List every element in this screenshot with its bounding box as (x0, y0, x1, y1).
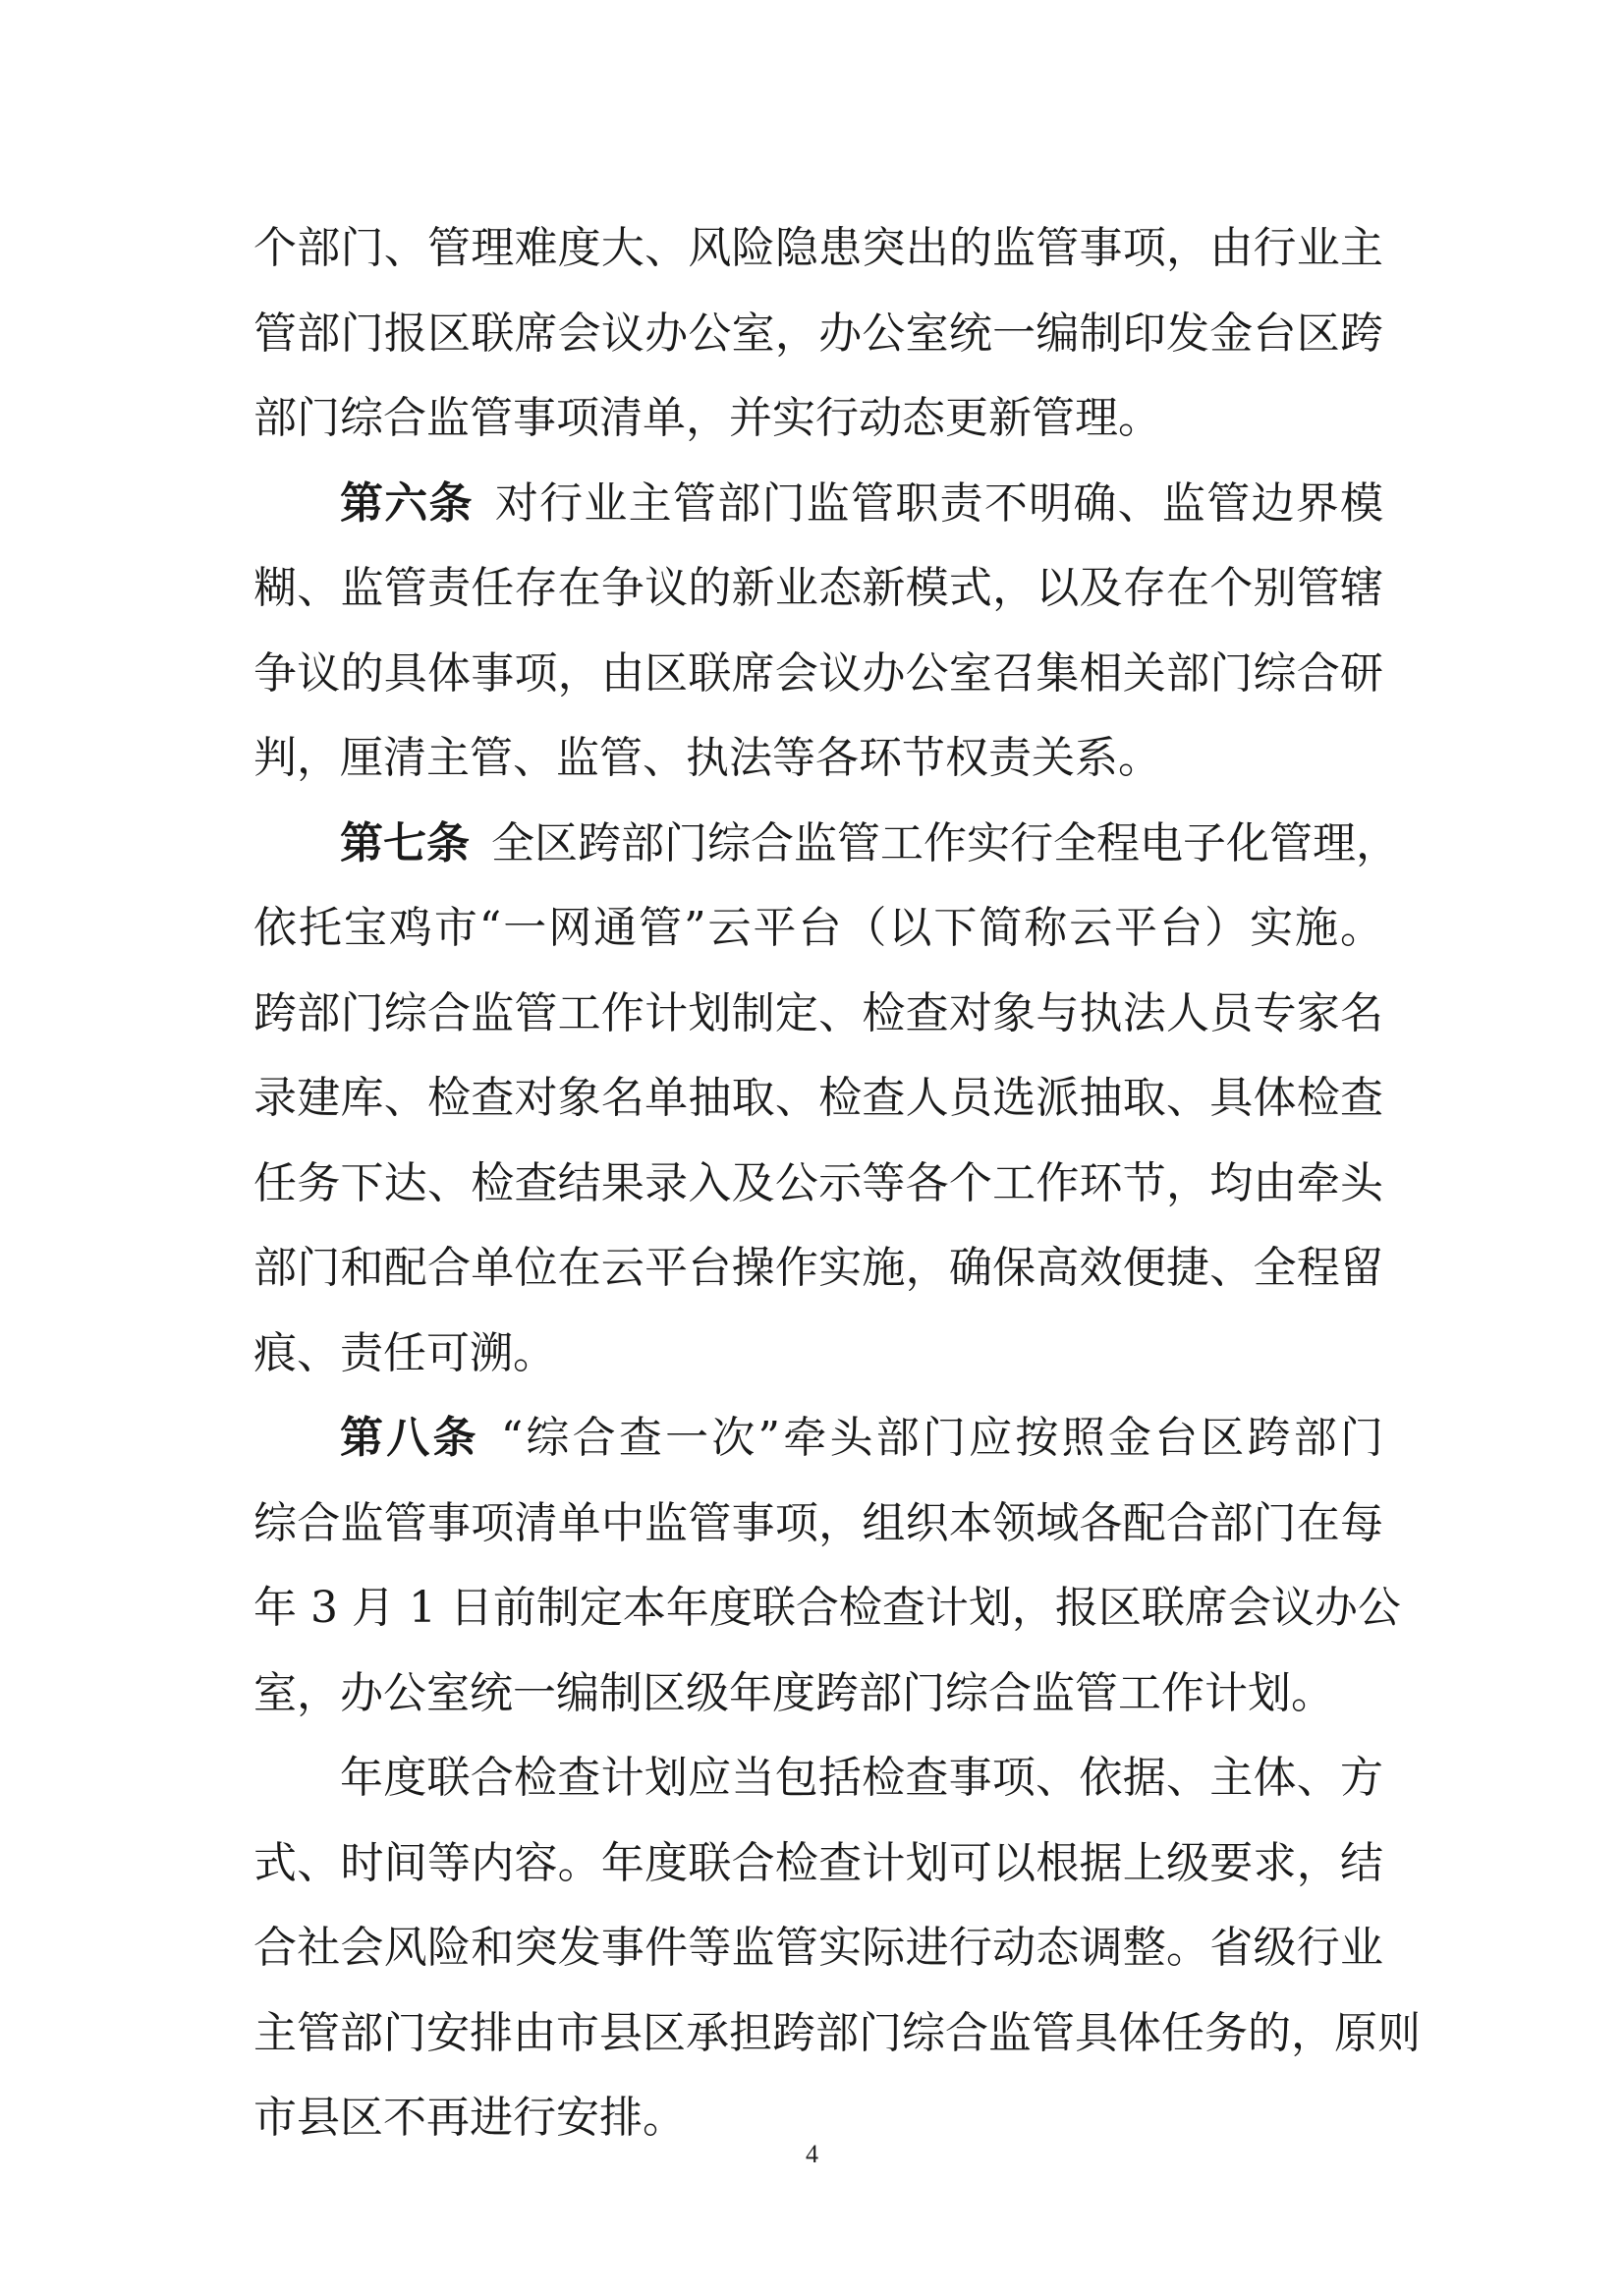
text-line: 管部门报区联席会议办公室，办公室统一编制印发金台区跨 (253, 308, 1383, 359)
article-eight (253, 1396, 1401, 1736)
text-line (253, 462, 1383, 547)
text-span: 对行业主管部门监管职责不明确、监管边界模 (494, 477, 1384, 529)
text-line: 痕、责任可溯。 (253, 1327, 556, 1378)
article-six (253, 462, 1383, 802)
text-line: 录建库、检查对象名单抽取、检查人员选派抽取、具体检查 (253, 1073, 1383, 1123)
article-seven (253, 802, 1399, 1397)
text-line: 判，厘清主管、监管、执法等各环节权责关系。 (253, 733, 1161, 783)
text-line: 合社会风险和突发事件等监管实际进行动态调整。省级行业 (253, 1923, 1383, 1973)
document-body (253, 206, 1421, 2161)
text-line: 依托宝鸡市“一网通管”云平台（以下简称云平台）实施。 (253, 903, 1383, 953)
text-line: 式、时间等内容。年度联合检查计划可以根据上级要求，结 (253, 1837, 1383, 1888)
text-line: 年 3 月 1 日前制定本年度联合检查计划，报区联席会议办公 (253, 1583, 1401, 1633)
paragraph-annual-plan (253, 1736, 1421, 2161)
text-line: 个部门、管理难度大、风险隐患突出的监管事项，由行业主 (253, 223, 1383, 273)
text-line: 跨部门综合监管工作计划制定、检查对象与执法人员专家名 (253, 987, 1383, 1038)
article-heading: 第七条 (340, 817, 470, 868)
text-line: 市县区不再进行安排。 (253, 2093, 686, 2143)
page-number: 4 (806, 2140, 818, 2168)
text-line: 部门综合监管事项清单，并实行动态更新管理。 (253, 393, 1161, 443)
text-line: 主管部门安排由市县区承担跨部门综合监管具体任务的，原则 (253, 2007, 1421, 2058)
text-span: 全区跨部门综合监管工作实行全程电子化管理， (491, 817, 1399, 868)
text-line (253, 802, 1399, 887)
article-heading: 第八条 (340, 1413, 479, 1463)
paragraph-continuation (253, 206, 1383, 462)
text-line: 综合监管事项清单中监管事项，组织本领域各配合部门在每 (253, 1497, 1383, 1548)
text-line: 争议的具体事项，由区联席会议办公室召集相关部门综合研 (253, 647, 1383, 699)
article-heading: 第六条 (340, 477, 474, 529)
text-line: 年度联合检查计划应当包括检查事项、依据、主体、方 (340, 1753, 1383, 1803)
text-span: “综合查一次”牵头部门应按照金台区跨部门 (500, 1413, 1383, 1463)
text-line (253, 1396, 1383, 1482)
text-line: 糊、监管责任存在争议的新业态新模式，以及存在个别管辖 (253, 563, 1383, 613)
text-line: 部门和配合单位在云平台操作实施，确保高效便捷、全程留 (253, 1243, 1383, 1293)
text-line: 室，办公室统一编制区级年度跨部门综合监管工作计划。 (253, 1667, 1334, 1718)
text-line: 任务下达、检查结果录入及公示等各个工作环节，均由牵头 (253, 1157, 1383, 1208)
